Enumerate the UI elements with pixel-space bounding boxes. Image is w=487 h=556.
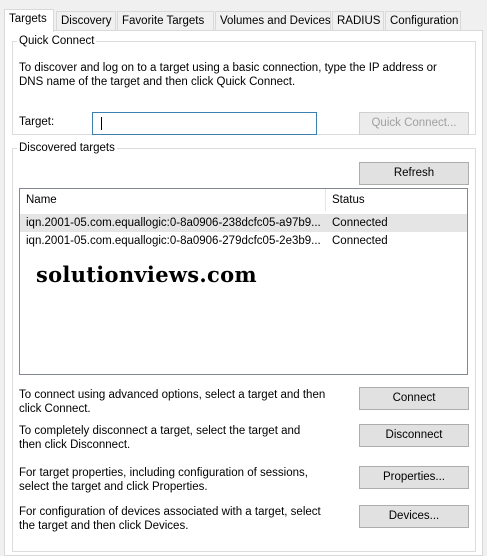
target-status: Connected <box>332 235 388 247</box>
properties-description: For target properties, including configuration of sessions, select the target and click Properties. <box>19 467 308 493</box>
watermark-text: solutionviews.com <box>36 262 257 287</box>
column-header-status[interactable]: Status <box>332 194 365 206</box>
quick-connect-legend: Quick Connect <box>19 35 95 47</box>
column-header-name[interactable]: Name <box>26 194 57 206</box>
table-row[interactable] <box>20 214 467 232</box>
tab-radius[interactable]: RADIUS <box>332 11 384 31</box>
target-status: Connected <box>332 217 388 229</box>
tab-discovery[interactable]: Discovery <box>56 11 116 31</box>
devices-description: For configuration of devices associated with a target, select the target and then click Devices. <box>19 506 321 532</box>
connect-description: To connect using advanced options, select a target and then click Connect. <box>19 389 326 415</box>
tab-favorite-targets[interactable]: Favorite Targets <box>117 11 214 31</box>
table-row[interactable] <box>20 232 467 250</box>
target-input[interactable] <box>92 112 317 135</box>
tab-volumes-and-devices[interactable]: Volumes and Devices <box>215 11 331 31</box>
quick-connect-description: To discover and log on to a target using a basic connection, type the IP address or DNS name of the target and then click Quick Connect. <box>19 62 437 88</box>
column-divider <box>325 189 326 211</box>
targets-panel <box>4 30 483 556</box>
tab-configuration[interactable]: Configuration <box>385 11 461 31</box>
discovered-targets-legend: Discovered targets <box>19 142 115 154</box>
disconnect-description: To completely disconnect a target, select the target and then click Disconnect. <box>19 425 301 451</box>
tab-targets[interactable]: Targets <box>4 9 54 32</box>
quick-connect-group <box>12 35 476 135</box>
target-name: iqn.2001-05.com.equallogic:0-8a0906-238dcfc05-a97b9... <box>26 217 321 229</box>
target-label: Target: <box>19 116 55 128</box>
properties-button[interactable]: Properties... <box>359 466 469 489</box>
target-name: iqn.2001-05.com.equallogic:0-8a0906-279dcfc05-2e3b9... <box>26 235 321 247</box>
disconnect-button[interactable]: Disconnect <box>359 424 469 447</box>
quick-connect-button[interactable]: Quick Connect... <box>359 112 469 135</box>
devices-button[interactable]: Devices... <box>359 505 469 528</box>
discovered-targets-group <box>12 142 476 552</box>
refresh-button[interactable]: Refresh <box>359 162 469 185</box>
text-caret <box>101 117 102 130</box>
connect-button[interactable]: Connect <box>359 387 469 410</box>
tab-strip <box>4 9 484 31</box>
